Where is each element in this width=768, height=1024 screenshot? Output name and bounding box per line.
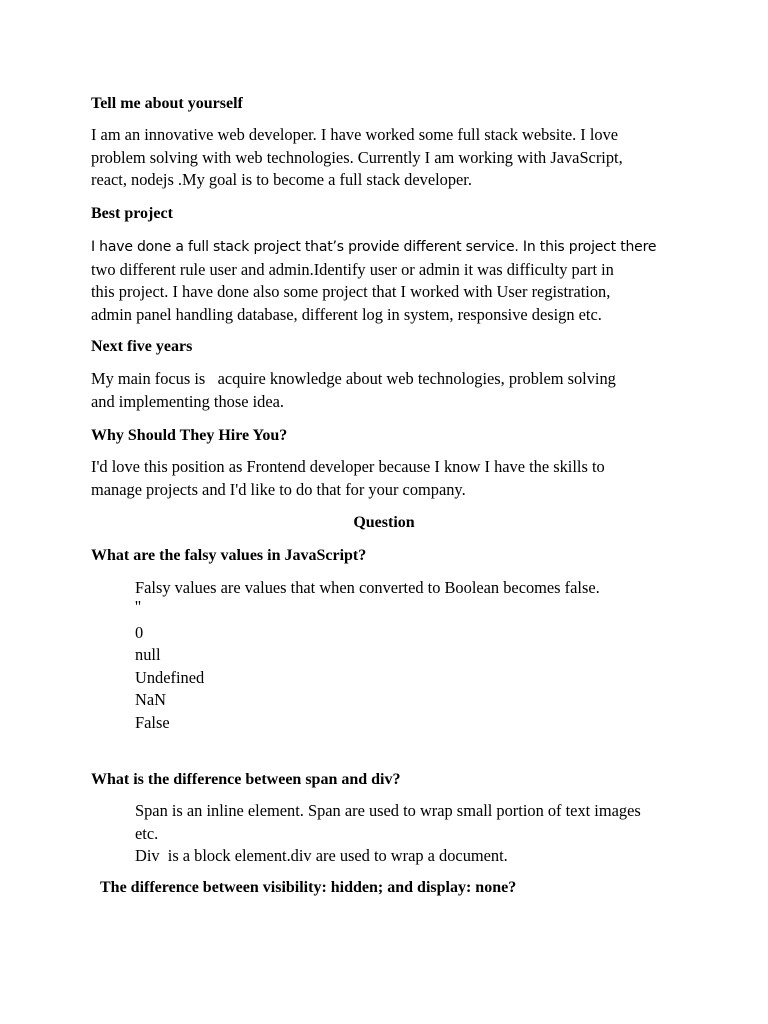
heading-falsy: What are the falsy values in JavaScript? [91,547,367,564]
list-item: null [135,645,161,664]
text-line: admin panel handling database, different log in system, responsive design etc. [91,304,602,324]
text-line: I'd love this position as Frontend developer because I know I have the skills to [91,457,605,476]
text-fragment: In this project there [518,239,657,255]
heading-about: Tell me about yourself [91,95,243,112]
text-line: manage projects and I'd like to do that for your company. [91,479,466,499]
paragraph-best-project [91,235,656,326]
list-item: '' [135,596,141,616]
list-item: False [135,712,170,732]
paragraph-about [91,124,623,192]
text-line: problem solving with web technologies. Currently I am working with JavaScript, [91,147,623,167]
text-line: I am an innovative web developer. I have worked some full stack website. I love [91,125,619,144]
list-item: Undefined [135,667,205,687]
heading-five-years: Next five years [91,338,193,355]
heading-best-project: Best project [91,205,173,222]
falsy-intro: Falsy values are values that when converted to Boolean becomes false. [135,578,600,597]
paragraph-hire [91,456,605,501]
text-line [91,235,656,259]
text-fragment: I have done a full stack project that’s provide different service. [91,239,519,255]
heading-visibility: The difference between visibility: hidden; and display: none? [100,879,517,896]
paragraph-five-years [91,368,616,413]
text-line: this project. I have done also some project that I worked with User registration, [91,282,611,301]
text-line: Div is a block element.div are used to wrap a document. [135,846,508,865]
text-line: Span is an inline element. Span are used to wrap small portion of text images [135,801,641,820]
text-line: two different rule user and admin.Identify user or admin it was difficulty part in [91,259,614,279]
text-line: My main focus is acquire knowledge about web technologies, problem solving [91,369,616,388]
falsy-list [135,577,600,734]
list-item: NaN [135,690,166,709]
span-div-answer [135,800,641,868]
heading-hire: Why Should They Hire You? [91,427,288,444]
text-line: and implementing those idea. [91,391,284,411]
heading-span-div: What is the difference between span and div? [91,771,401,788]
list-item: 0 [135,622,144,642]
question-title: Question [353,514,415,531]
text-line: react, nodejs .My goal is to become a full stack developer. [91,170,472,189]
text-line: etc. [135,823,159,843]
